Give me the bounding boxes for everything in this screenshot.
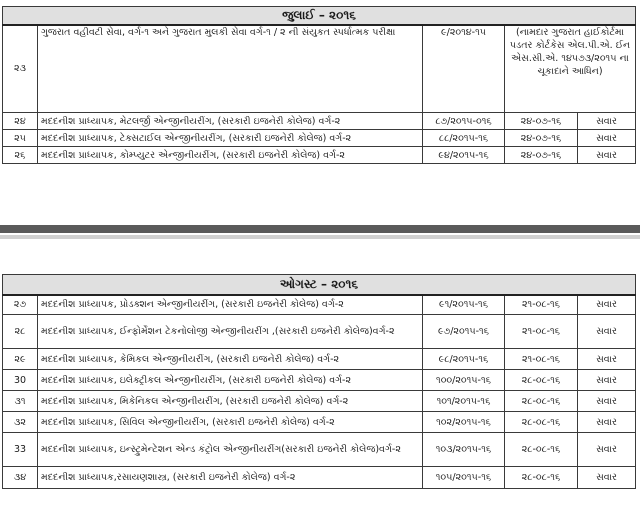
table-row bbox=[3, 433, 636, 467]
exam-description: મદદનીશ પ્રાધ્યાપક,રસાયણશાસ્ત્ર, (સરકારી ઇજનેરી કોલેજ) વર્ગ-૨ bbox=[38, 467, 423, 489]
row-number: 30 bbox=[3, 370, 38, 391]
row-number: ૨૮ bbox=[3, 315, 38, 349]
exam-date: ૨૧-૦૮-૧૬ bbox=[505, 295, 578, 315]
exam-description: ગુજરાત વહીવટી સેવા, વર્ગ-૧ અને ગુજરાત મુલકી સેવા વર્ગ-૧ / ૨ ની સંયુકત સ્પર્ધાત્મક પરીક્ષા bbox=[38, 25, 423, 113]
exam-description: મદદનીશ પ્રાધ્યાપક, ઇન્સ્ટ્રુમેન્ટેશન એન્ડ કંટ્રોલ એન્જીનીયરીંગ(સરકારી ઇજનેરી કોલેજ)વર્ગ-૨ bbox=[38, 433, 423, 467]
row-number: ૨૫ bbox=[3, 130, 38, 147]
table-row bbox=[3, 113, 636, 130]
august-schedule-table bbox=[2, 274, 636, 489]
exam-description: મદદનીશ પ્રાધ્યાપક, પ્રોડક્શન એન્જીનીયરીંગ, (સરકારી ઇજનેરી કોલેજ) વર્ગ-૨ bbox=[38, 295, 423, 315]
table-row bbox=[3, 349, 636, 370]
exam-session: સવાર bbox=[578, 391, 636, 412]
exam-date: (નામદાર ગુજરાત હાઈકોર્ટમા પડતર કોર્ટકેસ એલ.પી.એ. ઈન એસ.સી.એ. ૧૪૫૭૩/૨૦૧૫ ના ચૂકાદાને આધિન) bbox=[505, 25, 636, 113]
exam-date: ૨૮-૦૮-૧૬ bbox=[505, 370, 578, 391]
exam-session: સવાર bbox=[578, 295, 636, 315]
exam-date: ૨૮-૦૮-૧૬ bbox=[505, 412, 578, 433]
page-break-shadow bbox=[0, 235, 640, 239]
advertisement-number: ૯૭/૨૦૧૫-૧૬ bbox=[423, 315, 505, 349]
exam-date: ૨૪-૦૭-૧૬ bbox=[505, 113, 578, 130]
advertisement-number: ૯૪/૨૦૧૫-૧૬ bbox=[423, 147, 505, 164]
exam-date: ૨૧-૦૮-૧૬ bbox=[505, 315, 578, 349]
advertisement-number: ૯૧/૨૦૧૫-૧૬ bbox=[423, 295, 505, 315]
advertisement-number: ૧૦૫/૨૦૧૫-૧૬ bbox=[423, 467, 505, 489]
advertisement-number: ૮૭/૨૦૧૫-૦૧૬ bbox=[423, 113, 505, 130]
exam-session: સવાર bbox=[578, 370, 636, 391]
row-number: ૨૩ bbox=[3, 25, 38, 113]
advertisement-number: ૧૦૨/૨૦૧૫-૧૬ bbox=[423, 412, 505, 433]
exam-description: મદદનીશ પ્રાધ્યાપક, કેમિકલ એન્જીનીયરીંગ, (સરકારી ઇજનેરી કોલેજ) વર્ગ-૨ bbox=[38, 349, 423, 370]
exam-session: સવાર bbox=[578, 130, 636, 147]
exam-date: ૨૮-૦૮-૧૬ bbox=[505, 391, 578, 412]
advertisement-number: ૮૮/૨૦૧૫-૧૬ bbox=[423, 130, 505, 147]
row-number: ૩૪ bbox=[3, 467, 38, 489]
exam-description: મદદનીશ પ્રાધ્યાપક, ઈન્ફોર્મેશન ટેકનોલોજી એન્જીનીયરીંગ ,(સરકારી ઇજનેરી કોલેજ)વર્ગ-૨ bbox=[38, 315, 423, 349]
exam-session: સવાર bbox=[578, 433, 636, 467]
exam-date: ૨૪-૦૭-૧૬ bbox=[505, 147, 578, 164]
exam-description: મદદનીશ પ્રાધ્યાપક, સિવિલ એન્જીનીયરીંગ, (સરકારી ઇજનેરી કોલેજ) વર્ગ-૨ bbox=[38, 412, 423, 433]
july-schedule-table bbox=[2, 6, 636, 164]
table-row bbox=[3, 130, 636, 147]
exam-description: મદદનીશ પ્રાધ્યાપક, મેટલર્જી એન્જીનીયરીંગ, (સરકારી ઇજનેરી કોલેજ) વર્ગ-૨ bbox=[38, 113, 423, 130]
table-row bbox=[3, 412, 636, 433]
exam-session: સવાર bbox=[578, 147, 636, 164]
exam-date: ૨૮-૦૮-૧૬ bbox=[505, 433, 578, 467]
exam-description: મદદનીશ પ્રાધ્યાપક, કોમ્પ્યુટર એન્જીનીયરીંગ, (સરકારી ઇજનેરી કોલેજ) વર્ગ-૨ bbox=[38, 147, 423, 164]
exam-session: સવાર bbox=[578, 349, 636, 370]
exam-description: મદદનીશ પ્રાધ્યાપક, ઇલેક્ટ્રીકલ એન્જીનીયરીંગ, (સરકારી ઇજનેરી કોલેજ) વર્ગ-૨ bbox=[38, 370, 423, 391]
page-break-divider bbox=[0, 225, 640, 243]
july-header: જુલાઈ – ૨૦૧૬ bbox=[3, 7, 636, 25]
exam-date: ૨૪-૦૭-૧૬ bbox=[505, 130, 578, 147]
row-number: ૩૧ bbox=[3, 391, 38, 412]
page-break-bar bbox=[0, 225, 640, 233]
table-row bbox=[3, 370, 636, 391]
exam-date: ૨૧-૦૮-૧૬ bbox=[505, 349, 578, 370]
exam-session: સવાર bbox=[578, 412, 636, 433]
exam-date: ૨૮-૦૮-૧૬ bbox=[505, 467, 578, 489]
exam-session: સવાર bbox=[578, 113, 636, 130]
row-number: ૩૨ bbox=[3, 412, 38, 433]
table-row bbox=[3, 391, 636, 412]
row-number: ૨૬ bbox=[3, 147, 38, 164]
exam-description: મદદનીશ પ્રાધ્યાપક, મિકેનિકલ એન્જીનીયરીંગ, (સરકારી ઇજનેરી કોલેજ) વર્ગ-૨ bbox=[38, 391, 423, 412]
table-row bbox=[3, 25, 636, 113]
row-number: ૨૯ bbox=[3, 349, 38, 370]
table-row bbox=[3, 147, 636, 164]
exam-session: સવાર bbox=[578, 467, 636, 489]
table-row bbox=[3, 467, 636, 489]
advertisement-number: ૧૦૩/૨૦૧૫-૧૬ bbox=[423, 433, 505, 467]
advertisement-number: ૯૮/૨૦૧૫-૧૬ bbox=[423, 349, 505, 370]
row-number: 33 bbox=[3, 433, 38, 467]
advertisement-number: ૧૦૧/૨૦૧૫-૧૬ bbox=[423, 391, 505, 412]
exam-description: મદદનીશ પ્રાધ્યાપક, ટેક્સટાઈલ એન્જીનીયરીંગ, (સરકારી ઇજનેરી કોલેજ) વર્ગ-૨ bbox=[38, 130, 423, 147]
exam-session: સવાર bbox=[578, 315, 636, 349]
advertisement-number: ૯/૨૦૧૪-૧૫ bbox=[423, 25, 505, 113]
august-header: ઓગસ્ટ – ૨૦૧૬ bbox=[3, 275, 636, 295]
table-row bbox=[3, 295, 636, 315]
row-number: ૨૭ bbox=[3, 295, 38, 315]
advertisement-number: ૧૦૦/૨૦૧૫-૧૬ bbox=[423, 370, 505, 391]
row-number: ૨૪ bbox=[3, 113, 38, 130]
table-row bbox=[3, 315, 636, 349]
